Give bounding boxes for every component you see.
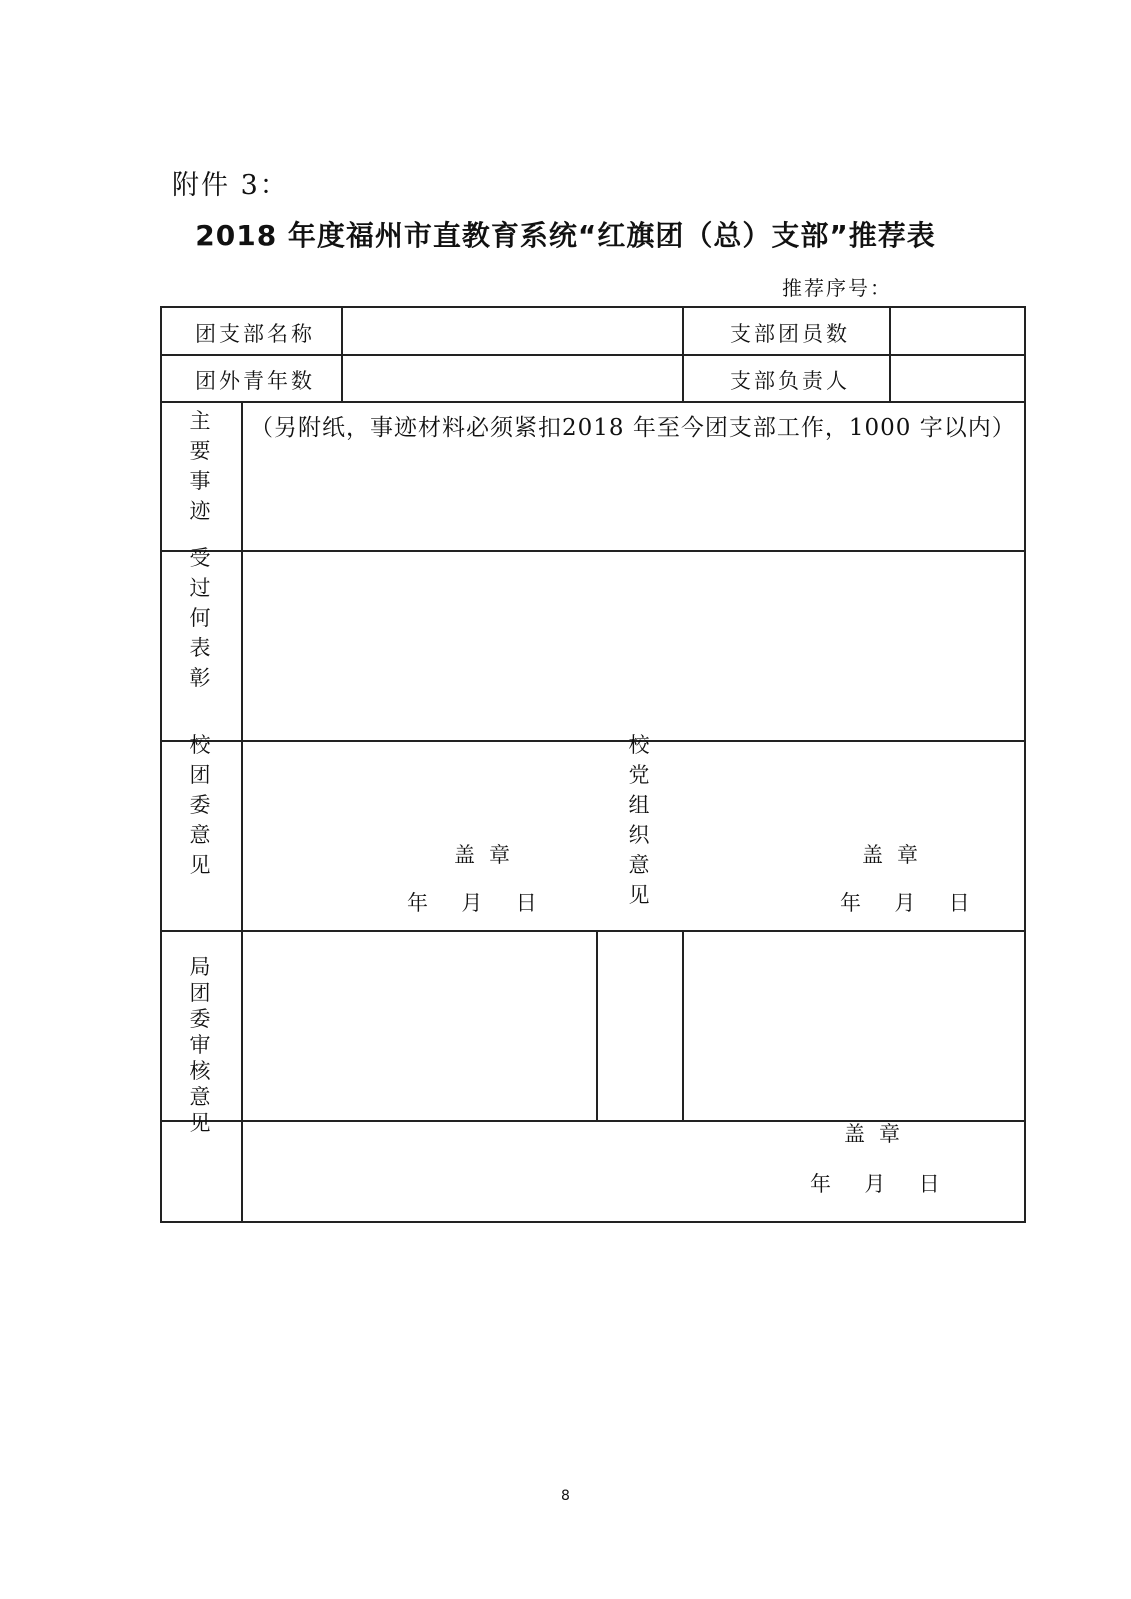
date-text: 年 月 日 <box>407 891 537 915</box>
branch-leader-field[interactable] <box>891 356 1023 400</box>
branch-leader-label: 支部负责人 <box>730 369 850 393</box>
label-char: 过 <box>189 576 211 600</box>
document-title: 2018 年度福州市直教育系统“红旗团（总）支部”推荐表 <box>195 219 936 252</box>
label-char: 审 <box>189 1033 211 1057</box>
label-char: 彰 <box>189 666 211 690</box>
serial-number-label: 推荐序号： <box>782 276 892 300</box>
column-divider <box>682 306 684 402</box>
label-char: 核 <box>189 1059 211 1083</box>
label-char: 意 <box>189 1085 211 1109</box>
label-char: 事 <box>189 469 211 493</box>
recommendation-form-table <box>160 306 1025 1223</box>
page-number: 8 <box>561 1488 570 1504</box>
label-char: 意 <box>189 823 211 847</box>
label-char: 表 <box>189 636 211 660</box>
branch-name-label: 团支部名称 <box>195 322 315 346</box>
label-char: 党 <box>628 763 650 787</box>
school-league-opinion-label <box>185 730 215 880</box>
member-count-field[interactable] <box>891 308 1023 353</box>
label-char: 意 <box>628 853 650 877</box>
row-divider <box>160 401 1025 403</box>
stamp-text: 盖章 <box>454 843 524 867</box>
label-char: 见 <box>189 1111 211 1135</box>
table-border-right <box>1024 306 1026 1223</box>
label-char: 织 <box>628 823 650 847</box>
member-count-label: 支部团员数 <box>730 322 850 346</box>
honors-field[interactable] <box>243 552 1023 739</box>
table-border-bottom <box>160 1221 1025 1223</box>
label-char: 组 <box>628 793 650 817</box>
label-char: 局 <box>189 955 211 979</box>
label-char: 要 <box>189 439 211 463</box>
label-char: 主 <box>189 409 211 433</box>
table-border-left <box>160 306 162 1223</box>
non-member-youth-field[interactable] <box>343 356 681 400</box>
stamp-text: 盖章 <box>844 1122 914 1146</box>
school-party-opinion-label <box>624 730 654 910</box>
label-char: 何 <box>189 606 211 630</box>
label-char: 委 <box>189 793 211 817</box>
main-deeds-label <box>185 406 215 526</box>
label-char: 见 <box>189 853 211 877</box>
label-char: 见 <box>628 883 650 907</box>
non-member-youth-label: 团外青年数 <box>195 369 315 393</box>
attachment-label: 附件 3： <box>172 170 289 201</box>
label-char: 团 <box>189 981 211 1005</box>
stamp-text: 盖章 <box>862 843 932 867</box>
label-char: 团 <box>189 763 211 787</box>
main-deeds-field[interactable]: （另附纸，事迹材料必须紧扣2018 年至今团支部工作，1000 字以内） <box>250 415 1016 441</box>
branch-name-field[interactable] <box>343 308 681 353</box>
label-char: 校 <box>628 733 650 757</box>
label-char: 迹 <box>189 499 211 523</box>
label-char: 校 <box>189 733 211 757</box>
label-char: 受 <box>189 546 211 570</box>
date-text: 年 月 日 <box>840 891 970 915</box>
date-text: 年 月 日 <box>810 1172 940 1196</box>
honors-label <box>185 543 215 693</box>
label-char: 委 <box>189 1007 211 1031</box>
bureau-review-label <box>185 954 215 1136</box>
